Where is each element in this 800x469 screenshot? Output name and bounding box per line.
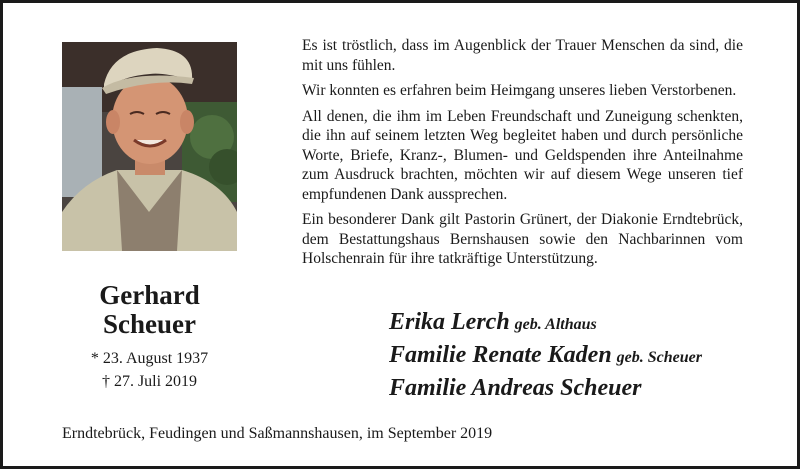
signer bbox=[389, 373, 769, 403]
signer-note: geb. Althaus bbox=[514, 316, 597, 333]
first-name: Gerhard bbox=[99, 280, 200, 310]
signers bbox=[389, 307, 769, 403]
signer bbox=[389, 340, 769, 373]
portrait-photo bbox=[62, 42, 237, 251]
last-name: Scheuer bbox=[103, 309, 196, 339]
birth-date: * 23. August 1937 bbox=[90, 350, 209, 367]
place-date-line: Erndtebrück, Feudingen und Saßmannshausen, im September 2019 bbox=[62, 425, 493, 442]
signer bbox=[389, 307, 769, 340]
deceased-name bbox=[62, 281, 237, 339]
thank-you-text bbox=[302, 36, 743, 275]
paragraph: Ein besonderer Dank gilt Pastorin Grünert, der Diakonie Erndtebrück, dem Bestattungshaus Bernshausen sowie den Nachbarinnen vom Holschenrain für ihre tatkräftige Unterstützung. bbox=[302, 211, 743, 267]
signer-name: Familie Andreas Scheuer bbox=[389, 375, 642, 401]
life-dates bbox=[62, 347, 237, 393]
signer-name: Erika Lerch bbox=[389, 309, 510, 335]
paragraph: Wir konnten es erfahren beim Heimgang unseres lieben Verstorbenen. bbox=[302, 82, 737, 99]
paragraph: Es ist tröstlich, dass im Augenblick der Trauer Menschen da sind, die mit uns fühlen. bbox=[302, 37, 743, 74]
signer-name: Familie Renate Kaden bbox=[389, 342, 612, 368]
signer-note: geb. Scheuer bbox=[616, 349, 702, 366]
paragraph: All denen, die ihm im Leben Freundschaft und Zuneigung schenkten, die ihn auf seinem letzten Weg begleitet haben und durch persönliche Worte, Briefe, Kranz-, Blumen- und Geldspenden ihre Anteilnahme zum Ausdruck brachten, möchten wir auf diesem Wege unseren tief empfundenen Dank aussprechen. bbox=[302, 107, 743, 203]
death-date: † 27. Juli 2019 bbox=[101, 373, 198, 390]
